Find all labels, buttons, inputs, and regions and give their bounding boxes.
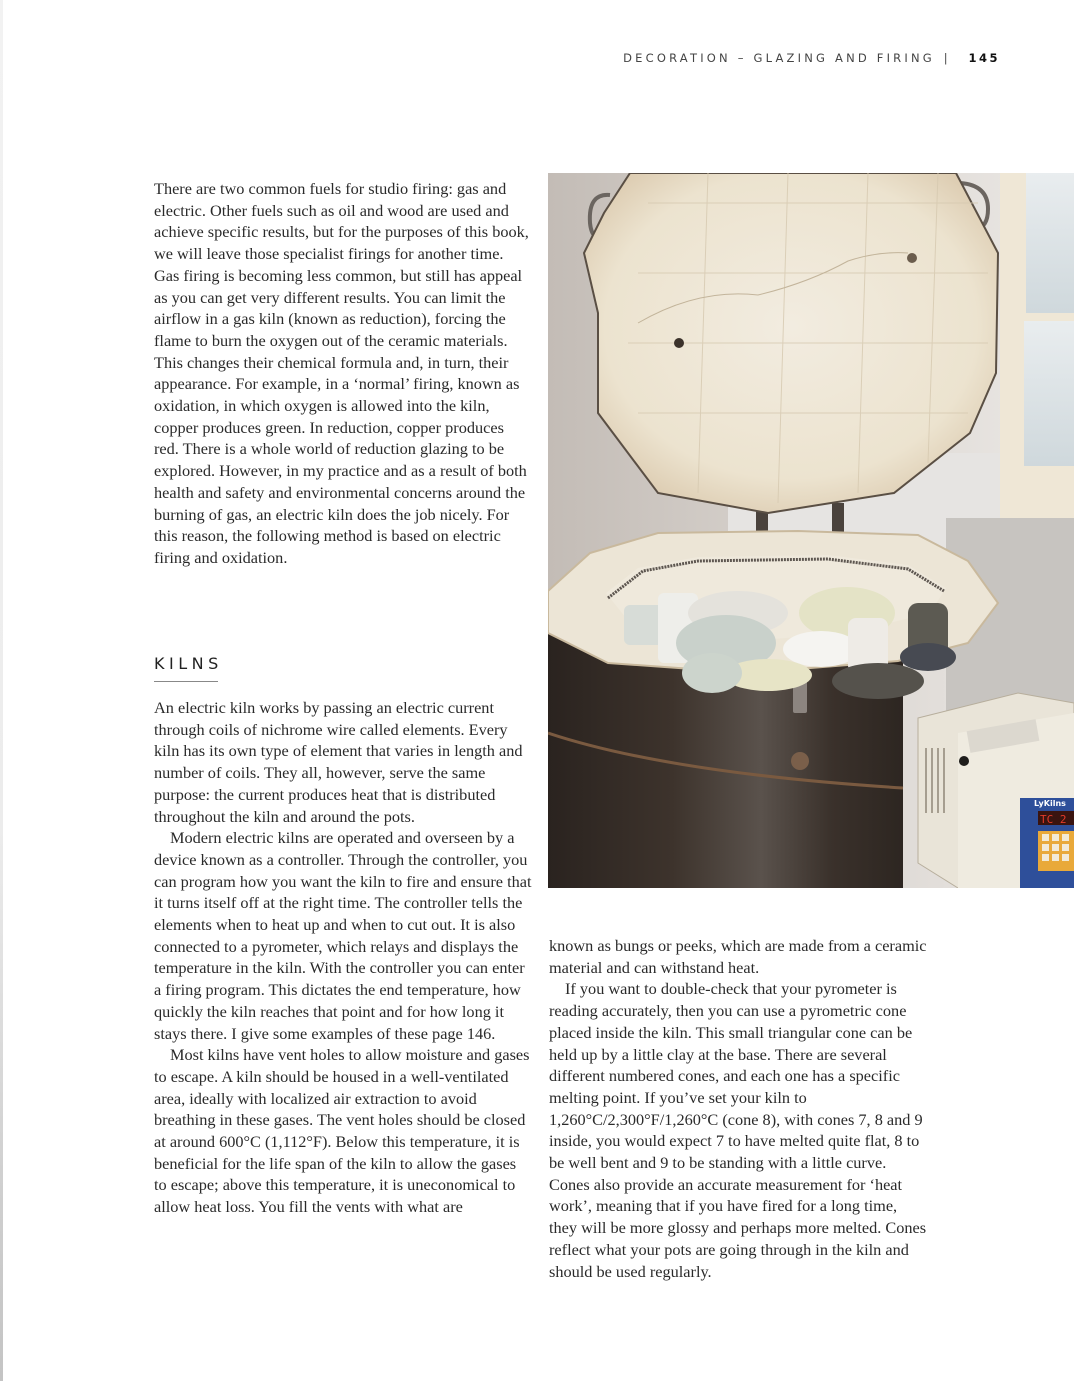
intro-paragraph: There are two common fuels for studio firing: gas and electric. Other fuels such as oil and wood are used and achieve specific results, but for the purposes of this book, we will leave those specialist firings for another time. Gas firing is becoming less common, but still has appeal as you can get very different results. You can limit the airflow in a gas kiln (known as reduction), forcing the flame to burn the oxygen out of the ceramic materials. This changes their chemical formula and, in turn, their appearance. For example, in a ‘normal’ firing, known as oxidation, in which oxygen is allowed into the kiln, copper produces green. In reduction, copper produces red. There is a whole world of reduction glazing to be explored. However, in my practice and as a result of both health and safety and environmental concerns around the burning of gas, an electric kiln does the job nicely. For this reason, the following method is based on electric firing and oxidation. <box>154 179 529 567</box>
kiln-controller <box>918 693 1074 888</box>
kilns-paragraph-continued: known as bungs or peeks, which are made from a ceramic material and can withstand heat. <box>549 936 927 977</box>
section-heading-kilns: KILNS <box>154 654 223 673</box>
page-gutter-shadow <box>0 0 3 1381</box>
kiln-photo-illustration <box>548 173 1074 888</box>
page-number: 145 <box>968 51 1000 65</box>
kiln-photo <box>548 173 1074 888</box>
window-pane-bottom <box>1024 321 1074 466</box>
kilns-paragraph: Modern electric kilns are operated and overseen by a device known as a controller. Through the controller, you can program how you want the kiln to fire and ensure that it turns itself off at the right time. The controller tells the elements when to heat up and when to cut out. It is also connected to a pyrometer, which relays and displays the temperature in the kiln. With the controller you can enter a firing program. This dictates the end temperature, how quickly the kiln reaches that point and for how long it stays there. I give some examples of these page 146. <box>154 828 532 1043</box>
kilns-body-left <box>154 697 532 1218</box>
kilns-paragraph: If you want to double-check that your pyrometer is reading accurately, then you can use a pyrometric cone placed inside the kiln. This small triangular cone can be held up by a little clay at the base. There are several different numbered cones, and each one has a specific melting point. If you’ve set your kiln to 1,260°C/2,300°F/1,260°C (cone 8), with cones 7, 8 and 9 inside, you would expect 7 to have melted quite flat, 8 to be well bent and 9 to be standing with a little curve. Cones also provide an accurate measurement for ‘heat work’, meaning that if you have fired for a long time, they will be more glossy and perhaps more melted. Cones reflect what your pots are going through in the kiln and should be used regularly. <box>549 979 927 1281</box>
section-heading-rule <box>154 681 218 682</box>
running-head-section: DECORATION – GLAZING AND FIRING <box>623 51 935 65</box>
lid-vent-hole <box>674 338 684 348</box>
controller-display: TC 2 <box>1040 813 1067 826</box>
peek-hole <box>791 752 809 770</box>
kilns-paragraph: Most kilns have vent holes to allow moisture and gases to escape. A kiln should be housed in a well-ventilated area, ideally with localized air extraction to avoid breathing in these gases. The vent holes should be closed at around 600°C (1,112°F). Below this temperature, it is beneficial for the life span of the kiln to allow the gases to escape; above this temperature, it is uneconomical to allow heat loss. You fill the vents with what are <box>154 1045 530 1217</box>
lid-vent-hole <box>907 253 917 263</box>
controller-brand: LyKilns <box>1034 799 1066 808</box>
kilns-body-right <box>549 935 929 1282</box>
kilns-paragraph: An electric kiln works by passing an electric current through coils of nichrome wire called elements. Every kiln has its own type of element that varies in length and number of coils. They all, however, serve the same purpose: the current produces heat that is distributed throughout the kiln and around the pots. <box>154 698 523 826</box>
running-head-separator: | <box>943 51 948 65</box>
window-pane-top <box>1026 173 1074 313</box>
running-head <box>623 51 1000 65</box>
intro-column <box>154 178 532 569</box>
